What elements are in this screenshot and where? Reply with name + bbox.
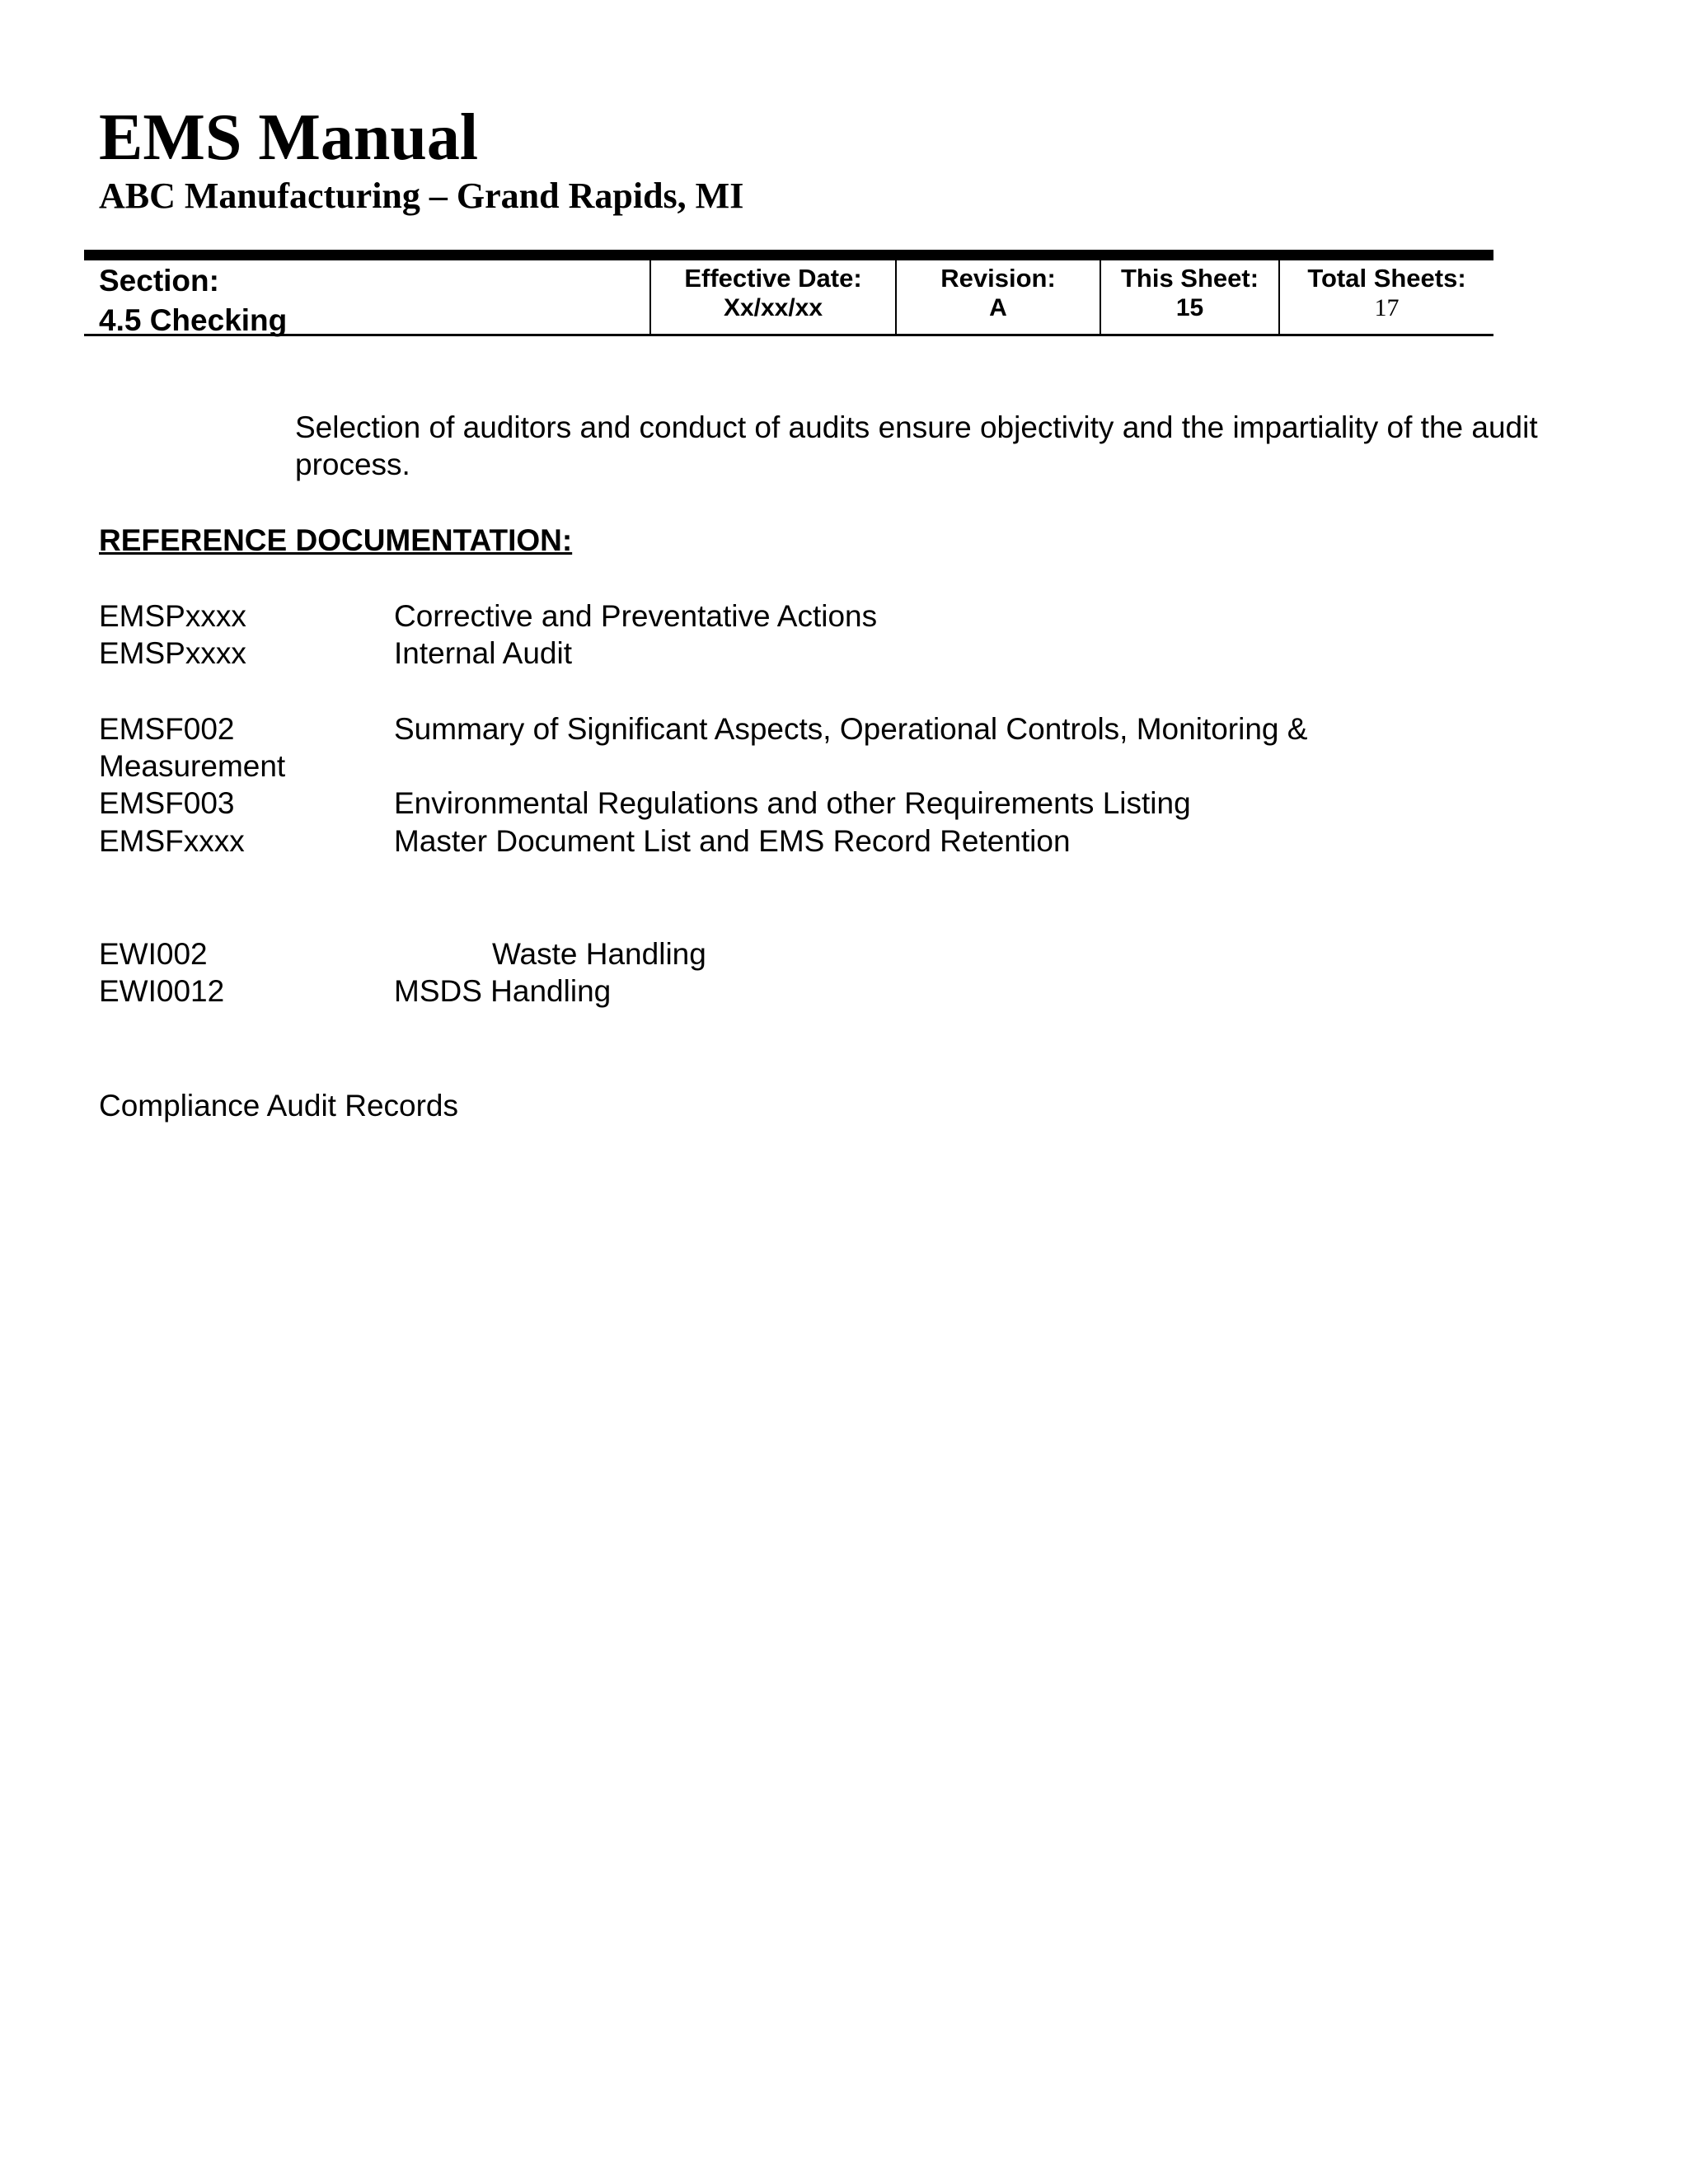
reference-title: Internal Audit (394, 636, 572, 670)
reference-code: EMSF002 (99, 712, 235, 746)
document-title: EMS Manual (99, 101, 479, 174)
reference-title: Summary of Significant Aspects, Operational Controls, Monitoring & (394, 712, 1308, 746)
document-subtitle: ABC Manufacturing – Grand Rapids, MI (99, 176, 744, 216)
section-cell (84, 260, 649, 337)
compliance-audit-records: Compliance Audit Records (99, 1089, 458, 1122)
revision-label: Revision: (940, 264, 1056, 293)
reference-title-continuation: Measurement (99, 749, 286, 783)
this-sheet-cell (1100, 260, 1278, 334)
section-label: Section: (99, 264, 219, 298)
reference-title: Waste Handling (492, 937, 706, 971)
reference-code: EMSF003 (99, 786, 235, 820)
reference-code: EMSPxxxx (99, 636, 246, 670)
total-sheets-label: Total Sheets: (1307, 264, 1466, 293)
effective-date-value: Xx/xx/xx (723, 294, 823, 321)
reference-code: EWI002 (99, 937, 208, 971)
reference-title: Master Document List and EMS Record Retention (394, 824, 1071, 858)
section-value: 4.5 Checking (99, 303, 288, 337)
reference-title: MSDS Handling (394, 974, 612, 1008)
total-sheets-value: 17 (1374, 294, 1400, 321)
revision-value: A (989, 294, 1007, 321)
effective-date-cell (649, 260, 895, 334)
reference-code: EMSPxxxx (99, 599, 246, 633)
this-sheet-label: This Sheet: (1120, 264, 1259, 293)
this-sheet-value: 15 (1175, 294, 1204, 321)
reference-title: Environmental Regulations and other Requirements Listing (394, 786, 1191, 820)
intro-paragraph: Selection of auditors and conduct of audits ensure objectivity and the impartiality of the audit process. (295, 410, 1538, 481)
document-info-table (84, 250, 1493, 336)
reference-title: Corrective and Preventative Actions (394, 599, 878, 633)
effective-date-label: Effective Date: (684, 264, 862, 293)
reference-code: EWI0012 (99, 974, 225, 1008)
total-sheets-cell (1278, 260, 1493, 334)
reference-code: EMSFxxxx (99, 824, 245, 858)
revision-cell (895, 260, 1100, 334)
reference-heading: REFERENCE DOCUMENTATION: (99, 523, 573, 557)
